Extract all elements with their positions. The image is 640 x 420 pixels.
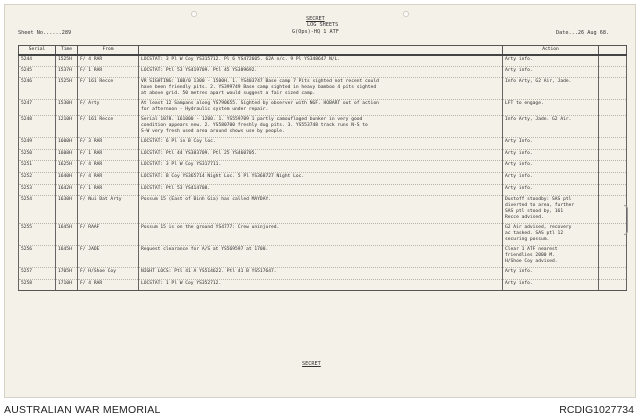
cell-time: 1625H: [56, 161, 78, 173]
cell-time: 1630H: [56, 196, 78, 224]
cell-serial: 5250: [19, 149, 56, 161]
cell-event: Request clearance for A/S at YS569597 at 1700.: [139, 246, 503, 268]
cell-margin: [599, 224, 627, 246]
cell-serial: 5255: [19, 224, 56, 246]
table-row: [19, 246, 627, 268]
cell-from: F/ 3 RAR: [78, 138, 139, 150]
table-row: [19, 55, 627, 67]
classification-top: SECRET: [306, 16, 325, 22]
cell-from: F/ 4 RAR: [78, 172, 139, 184]
cell-event: LOCSTAT: 1 Pl W Coy YS352712.: [139, 279, 503, 291]
cell-event: Serial 1078. 161000 - 1200. 1. YS559709 1 partly camouflaged bunker in very good condition appears new. 2. YS580700 freshly dug pits. 3. YS553748 track runs N-S to S-W very fresh used area around shows use by people.: [139, 116, 503, 138]
cell-time: 1640H: [56, 172, 78, 184]
cell-from: F/ 4 RAR: [78, 55, 139, 67]
table-row: [19, 196, 627, 224]
cell-event: Possum 15 is on the ground YS4777: Crew uninjured.: [139, 224, 503, 246]
cell-from: F/ Nui Dat Arty: [78, 196, 139, 224]
cell-time: 1525H: [56, 55, 78, 67]
cell-action: G2 Air advised, recovery ac tasked. SAS ptl 12 securing possum.: [503, 224, 599, 246]
cell-serial: 5251: [19, 161, 56, 173]
table-row: [19, 100, 627, 116]
cell-margin: [599, 268, 627, 280]
cell-event: NIGHT LOCS: Ptl 41 A YS514622. Ptl 41 B YS517647.: [139, 268, 503, 280]
cell-margin: [599, 55, 627, 67]
cell-time: 1608H: [56, 149, 78, 161]
table-row: [19, 172, 627, 184]
cell-serial: 5256: [19, 246, 56, 268]
cell-from: F/ H/Shoe Coy: [78, 268, 139, 280]
cell-serial: 5244: [19, 55, 56, 67]
cell-serial: 5254: [19, 196, 56, 224]
cell-action: Clear 1 ATF nearest friendlies 2000 M. H/Shoe Coy advised.: [503, 246, 599, 268]
cell-action: Arty info.: [503, 268, 599, 280]
cell-time: 1210H: [56, 116, 78, 138]
cell-from: F/ 4 RAR: [78, 279, 139, 291]
cell-action: Dustoff stoodby: SAS ptl diverted to area, further SAS ptl stood by, 161 Recce advised.: [503, 196, 599, 224]
cell-serial: 5253: [19, 184, 56, 196]
cell-margin: [599, 116, 627, 138]
cell-margin: [599, 172, 627, 184]
table-row: [19, 78, 627, 100]
cell-serial: 5258: [19, 279, 56, 291]
cell-event: VR SIGHTING: 10B/0 1300 - 1500H. 1. YS403747 Base camp 7 Pits sighted not recent could have been friendly pits. 2. YS399749 Base camp sighted in heavy bamboo 4 pits sighted at above grid. 50 metres apart would suggest a fair sized camp.: [139, 78, 503, 100]
cell-margin: [599, 161, 627, 173]
unit-title: G(Ops)-HQ 1 ATF: [292, 29, 339, 35]
cell-from: F/ 161 Recce: [78, 78, 139, 100]
cell-time: 1600H: [56, 138, 78, 150]
cell-action: Arty info.: [503, 161, 599, 173]
cell-from: F/ Arty: [78, 100, 139, 116]
cell-time: 1525H: [56, 78, 78, 100]
punch-hole: [403, 11, 409, 17]
header-serial: Serial: [19, 46, 56, 55]
table-row: [19, 224, 627, 246]
cell-from: F/ RAAF: [78, 224, 139, 246]
cell-event: LOCSTAT: B Coy YS365714 Night Loc. 5 Pl YS368727 Night Loc.: [139, 172, 503, 184]
cell-event: LOCSTAT: 3 Pl W Coy YS315712. Pl 6 YS472605. 62A n/c. 9 Pl YS348647 N/L.: [139, 55, 503, 67]
cell-action: Arty info.: [503, 279, 599, 291]
archive-reference: RCDIG1027734: [559, 404, 634, 416]
table-row: [19, 138, 627, 150]
table-row: [19, 184, 627, 196]
table-row: [19, 116, 627, 138]
cell-margin: [599, 66, 627, 78]
cell-from: F/ 4 RAR: [78, 161, 139, 173]
cell-action: Arty info.: [503, 66, 599, 78]
cell-time: 1537H: [56, 66, 78, 78]
table-row: [19, 268, 627, 280]
table-header-row: [19, 46, 627, 55]
cell-margin: [599, 196, 627, 224]
cell-serial: 5246: [19, 78, 56, 100]
header-action: Action: [503, 46, 599, 55]
cell-serial: 5252: [19, 172, 56, 184]
cell-time: 1710H: [56, 279, 78, 291]
cell-serial: 5257: [19, 268, 56, 280]
cell-from: F/ 1 RAR: [78, 66, 139, 78]
cell-action: Arty info.: [503, 55, 599, 67]
cell-action: Info Arty, G2 Air, Jade.: [503, 78, 599, 100]
cell-margin: [599, 78, 627, 100]
header-event: [139, 46, 503, 55]
cell-margin: [599, 149, 627, 161]
table-row: [19, 66, 627, 78]
sheet-date: Date...26 Aug 68.: [556, 30, 610, 36]
cell-margin: [599, 184, 627, 196]
cell-event: LOCSTAT: Ptl 53 YS414708.: [139, 184, 503, 196]
header-margin: [599, 46, 627, 55]
cell-serial: 5248: [19, 116, 56, 138]
cell-margin: [599, 279, 627, 291]
cell-time: 1530H: [56, 100, 78, 116]
cell-serial: 5247: [19, 100, 56, 116]
table-row: [19, 161, 627, 173]
header-from: From: [78, 46, 139, 55]
cell-action: Info Arty, Jade. G2 Air.: [503, 116, 599, 138]
cell-serial: 5249: [19, 138, 56, 150]
cell-time: 1645H: [56, 246, 78, 268]
header-time: Time: [56, 46, 78, 55]
table-row: [19, 279, 627, 291]
log-sheets-title: LOG SHEETS: [307, 22, 339, 28]
archive-footer: [0, 400, 640, 420]
cell-event: LOCSTAT: Ptl 53 YS419709. Ptl 45 YS389692.: [139, 66, 503, 78]
cell-event: At least 12 Sampans along YS790655. Sighted by observer with NGF. HOBART out of action for afternoon - Hydraulic system under repair.: [139, 100, 503, 116]
cell-margin: [599, 246, 627, 268]
cell-action: Arty info.: [503, 172, 599, 184]
margin-bracket: [624, 205, 628, 235]
cell-serial: 5245: [19, 66, 56, 78]
cell-action: LFT to engage.: [503, 100, 599, 116]
cell-from: F/ 1 RAR: [78, 149, 139, 161]
archive-name: AUSTRALIAN WAR MEMORIAL: [4, 404, 161, 416]
cell-from: F/ JADE: [78, 246, 139, 268]
cell-time: 1642H: [56, 184, 78, 196]
cell-time: 1645H: [56, 224, 78, 246]
cell-event: Possum 15 (East of Binh Gia) has called MAYDAY.: [139, 196, 503, 224]
cell-margin: [599, 100, 627, 116]
cell-margin: [599, 138, 627, 150]
cell-from: F/ 161 Recce: [78, 116, 139, 138]
cell-action: Arty Info.: [503, 138, 599, 150]
table-row: [19, 149, 627, 161]
cell-action: Arty info.: [503, 149, 599, 161]
punch-hole: [191, 11, 197, 17]
cell-event: LOCSTAT: 3 Pl W Coy YS317711.: [139, 161, 503, 173]
cell-event: LOCSTAT: 6 Pl in B Coy loc.: [139, 138, 503, 150]
log-table: [18, 45, 627, 291]
classification-bottom: SECRET: [302, 361, 321, 367]
cell-time: 1705H: [56, 268, 78, 280]
cell-from: F/ 1 RAR: [78, 184, 139, 196]
sheet-number: Sheet No......289: [18, 30, 72, 36]
cell-event: LOCSTAT: Ptl 44 YS383709. Ptl 25 YS460705.: [139, 149, 503, 161]
cell-action: Arty info.: [503, 184, 599, 196]
